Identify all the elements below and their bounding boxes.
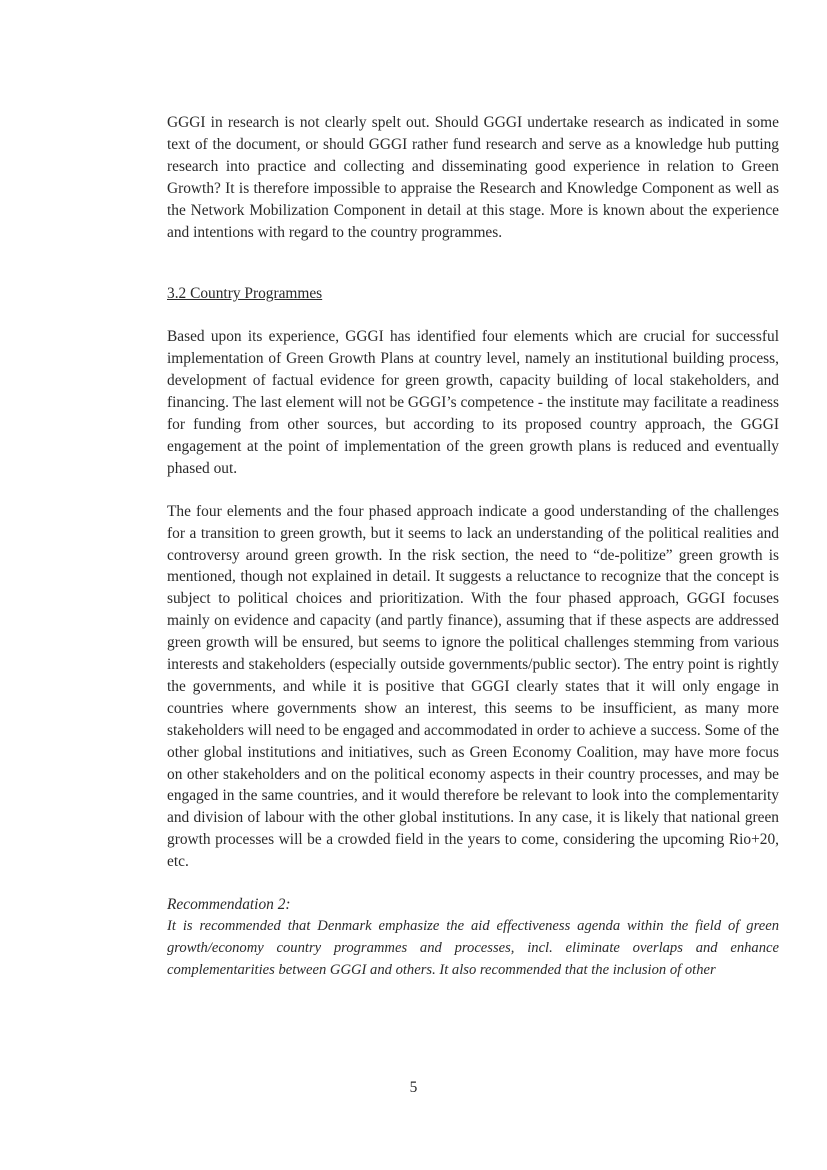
paragraph-political-realities: The four elements and the four phased approach indicate a good understanding of the challenges for a transition to green growth, but it seems to lack an understanding of the political realities and controversy around green growth. In the risk section, the need to “de-politize” green growth is mentioned, though not explained in detail. It suggests a reluctance to recognize that the concept is subject to political choices and prioritization. With the four phased approach, GGGI focuses mainly on evidence and capacity (and partly finance), assuming that if these aspects are addressed green growth will be ensured, but seems to ignore the political challenges stemming from various interests and stakeholders (especially outside governments/public sector). The entry point is rightly the governments, and while it is positive that GGGI clearly states that it will only engage in countries where governments show an interest, this seems to be insufficient, as many more stakeholders will need to be engaged and accommodated in order to achieve a success. Some of the other global institutions and initiatives, such as Green Economy Coalition, may have more focus on other stakeholders and on the political economy aspects in their country processes, and may be engaged in the same countries, and it would therefore be relevant to look into the complementarity and division of labour with the other global institutions. In any case, it is likely that national green growth processes will be a crowded field in the years to come, considering the upcoming Rio+20, etc. (167, 502, 779, 871)
recommendation-body: It is recommended that Denmark emphasize the aid effectiveness agenda within the field of green growth/economy country programmes and processes, incl. eliminate overlaps and enhance complementarities between GGGI and others. It also recommended that the inclusion of other (167, 918, 779, 978)
document-page (167, 112, 779, 982)
intro-paragraph: GGGI in research is not clearly spelt out. Should GGGI undertake research as indicated in some text of the document, or should GGGI rather fund research and serve as a knowledge hub putting research into practice and collecting and disseminating good experience in relation to Green Growth? It is therefore impossible to appraise the Research and Knowledge Component as well as the Network Mobilization Component in detail at this stage. More is known about the experience and intentions with regard to the country programmes. (167, 114, 779, 241)
page-number: 5 (409, 1079, 418, 1096)
recommendation-title: Recommendation 2: (167, 896, 291, 914)
section-heading: 3.2 Country Programmes (167, 285, 323, 303)
paragraph-country-elements: Based upon its experience, GGGI has identified four elements which are crucial for successful implementation of Green Growth Plans at country level, namely an institutional building process, development of factual evidence for green growth, capacity building of local stakeholders, and financing. The last element will not be GGGI’s competence - the institute may facilitate a readiness for funding from other sources, but according to its proposed country approach, the GGGI engagement at the point of implementation of the green growth plans is reduced and eventually phased out. (167, 328, 779, 477)
